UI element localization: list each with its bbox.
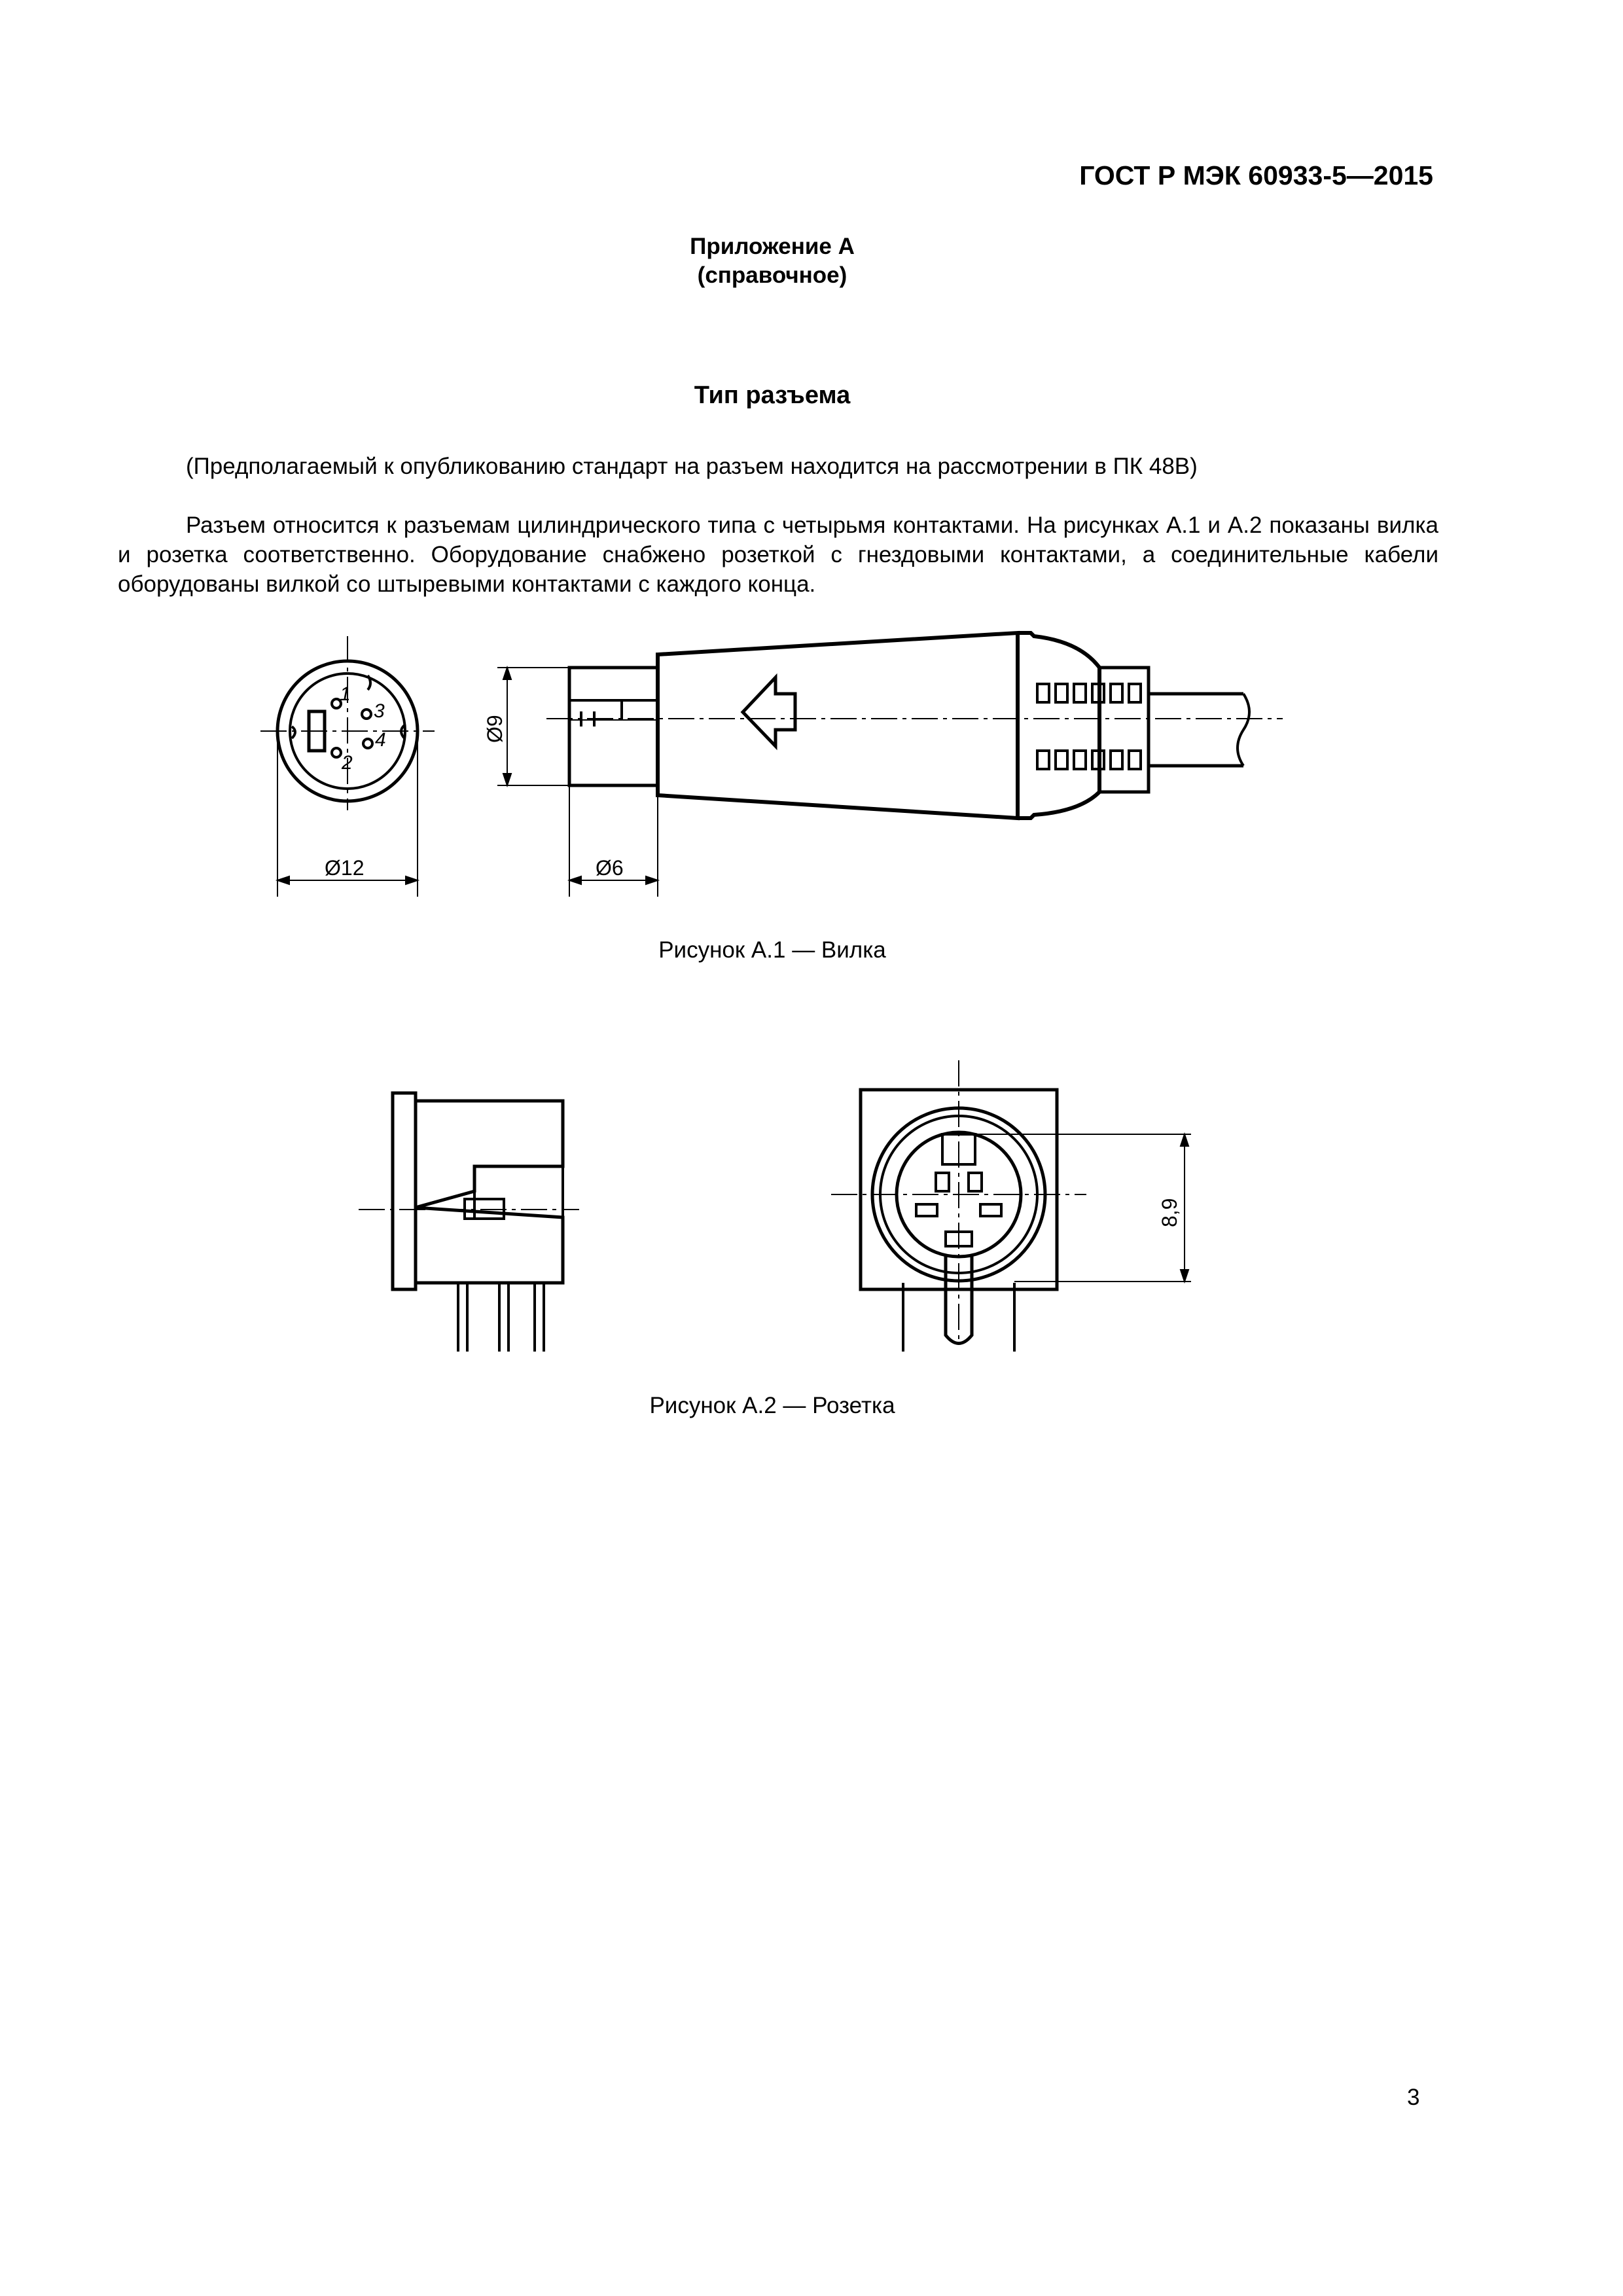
pin-label-1: 1 [340, 683, 351, 705]
dimension-pin-diameter [569, 785, 658, 897]
plug-side-view [546, 633, 1283, 818]
pin-label-3: 3 [374, 700, 385, 722]
standard-number: ГОСТ Р МЭК 60933-5—2015 [1079, 160, 1433, 190]
page-number: 3 [1407, 2085, 1420, 2110]
dim-label-height: 8,9 [1158, 1198, 1181, 1227]
appendix-type: (справочное) [697, 262, 847, 288]
paragraph-note: (Предполагаемый к опубликованию стандарт на разъем находится на рассмотрении в ПК 48В) [186, 454, 1198, 479]
dim-label-face: Ø12 [325, 856, 365, 880]
figure-a1-caption: Рисунок А.1 — Вилка [658, 937, 886, 963]
appendix-heading [0, 232, 1544, 290]
dim-label-pin: Ø6 [596, 856, 624, 880]
section-title: Тип разъема [694, 382, 851, 409]
socket-side-view [359, 1093, 579, 1352]
figure-a1-drawing [249, 628, 1322, 923]
paragraph-description: Разъем относится к разъемам цилиндрического типа с четырьмя контактами. На рисунках А.1 и А.2 показаны вилка и розетка соответственно. Оборудование снабжено розеткой с гнездовыми контактами, а соединительные кабели оборудованы вилкой со штыревыми контактами с каждого конца. [118, 512, 1438, 597]
figure-a2-drawing [347, 1060, 1263, 1368]
appendix-title: Приложение А [690, 234, 855, 259]
pin-label-2: 2 [342, 752, 353, 774]
dim-label-body: Ø9 [483, 715, 507, 743]
figure-a2-caption: Рисунок А.2 — Розетка [649, 1393, 895, 1418]
socket-front-view [831, 1060, 1086, 1352]
plug-front-view [260, 636, 435, 810]
pin-label-4: 4 [375, 729, 386, 751]
dimension-body-diameter [483, 668, 569, 785]
